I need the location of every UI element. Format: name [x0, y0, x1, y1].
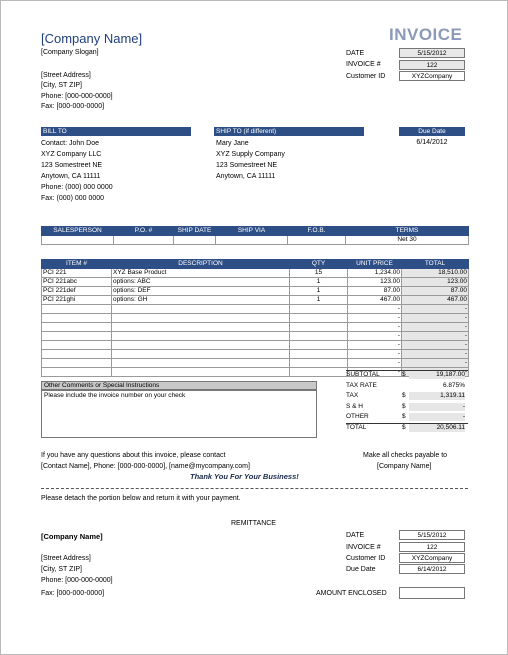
questions-line2: [Contact Name], Phone: [000-000-0000], [name@mycompany.com]: [41, 463, 250, 470]
description-cell[interactable]: [112, 305, 290, 314]
item-number-cell[interactable]: [42, 368, 112, 377]
ship-to-company: XYZ Supply Company: [216, 151, 285, 158]
totals-label: OTHER: [346, 413, 369, 420]
description-cell[interactable]: options: DEF: [112, 287, 290, 296]
total-cell: 87.00: [402, 287, 469, 296]
ship-to-city: Anytown, CA 11111: [216, 173, 276, 180]
remit-customer-value[interactable]: XYZCompany: [399, 553, 465, 563]
due-date-value: 6/14/2012: [416, 139, 448, 146]
remittance-city: [City, ST ZIP]: [41, 566, 82, 573]
unit-price-cell[interactable]: 87.00: [348, 287, 402, 296]
totals-value: -: [409, 413, 465, 421]
item-number-cell[interactable]: PCI 221ghi: [42, 296, 112, 305]
fob-cell[interactable]: [288, 236, 346, 245]
totals-value: 6.875%: [442, 382, 465, 389]
unit-price-cell[interactable]: -: [348, 314, 402, 323]
amount-enclosed-label: AMOUNT ENCLOSED: [316, 590, 387, 597]
totals-label: TOTAL: [346, 424, 367, 431]
remit-customer-label: Customer ID: [346, 555, 386, 562]
po-cell[interactable]: [114, 236, 174, 245]
qty-cell[interactable]: 1: [290, 278, 348, 287]
totals-currency: $: [402, 371, 406, 378]
item-number-cell[interactable]: PCI 221: [42, 269, 112, 278]
date-label: DATE: [346, 50, 365, 57]
table-row: [42, 341, 469, 350]
total-cell: -: [402, 341, 469, 350]
item-number-cell[interactable]: [42, 323, 112, 332]
description-cell[interactable]: [112, 314, 290, 323]
qty-cell[interactable]: [290, 359, 348, 368]
subtotal-rule: [346, 370, 468, 371]
unit-price-header: UNIT PRICE: [348, 260, 402, 269]
bill-to-header: BILL TO: [41, 127, 191, 136]
remittance-title: REMITTANCE: [231, 520, 276, 527]
table-row: [42, 332, 469, 341]
date-value[interactable]: 5/15/2012: [399, 48, 465, 58]
remit-due-value[interactable]: 6/14/2012: [399, 564, 465, 574]
bill-to-city: Anytown, CA 11111: [41, 173, 101, 180]
totals-currency: $: [402, 392, 406, 399]
checks-payable-line1: Make all checks payable to: [363, 452, 448, 459]
description-cell[interactable]: [112, 359, 290, 368]
table-row: [42, 278, 469, 287]
invoice-number-value[interactable]: 122: [399, 60, 465, 70]
bill-to-fax: Fax: (000) 000 0000: [41, 195, 105, 202]
company-name: [Company Name]: [41, 31, 143, 46]
table-row: [42, 269, 469, 278]
qty-cell[interactable]: [290, 323, 348, 332]
customer-id-value[interactable]: XYZCompany: [399, 71, 465, 81]
remittance-phone: Phone: [000-000-0000]: [41, 577, 113, 584]
remit-date-label: DATE: [346, 532, 365, 539]
company-phone: Phone: [000-000-0000]: [41, 93, 113, 100]
total-cell: 18,510.00: [402, 269, 469, 278]
questions-line1: If you have any questions about this invoice, please contact: [41, 452, 226, 459]
terms-cell[interactable]: Net 30: [346, 236, 469, 245]
total-cell: -: [402, 323, 469, 332]
item-number-cell[interactable]: [42, 305, 112, 314]
table-row: [42, 323, 469, 332]
item-number-cell[interactable]: PCI 221abc: [42, 278, 112, 287]
company-street: [Street Address]: [41, 72, 91, 79]
unit-price-cell[interactable]: 1,234.00: [348, 269, 402, 278]
amount-enclosed-field[interactable]: [399, 587, 465, 599]
due-date-header: Due Date: [399, 127, 465, 136]
bill-to-company: XYZ Company LLC: [41, 151, 102, 158]
total-rule: [346, 423, 468, 424]
totals-value: 19,187.00: [409, 371, 465, 379]
qty-cell[interactable]: [290, 314, 348, 323]
remittance-street: [Street Address]: [41, 555, 91, 562]
customer-id-label: Customer ID: [346, 73, 386, 80]
ship-date-cell[interactable]: [174, 236, 216, 245]
ship-to-header: SHIP TO (if different): [214, 127, 364, 136]
remit-due-label: Due Date: [346, 566, 376, 573]
item-number-header: ITEM #: [42, 260, 112, 269]
ship-to-street: 123 Somestreet NE: [216, 162, 278, 169]
unit-price-cell[interactable]: -: [348, 332, 402, 341]
totals-currency: $: [402, 413, 406, 420]
shipping-table: [41, 226, 469, 245]
qty-cell[interactable]: [290, 350, 348, 359]
totals-value: 20,506.11: [409, 424, 465, 432]
item-number-cell[interactable]: [42, 350, 112, 359]
table-row: [42, 359, 469, 368]
qty-cell[interactable]: [290, 305, 348, 314]
salesperson-cell[interactable]: [42, 236, 114, 245]
company-fax: Fax: [000-000-0000]: [41, 103, 105, 110]
total-cell: 123.00: [402, 278, 469, 287]
salesperson-header: SALESPERSON: [42, 227, 114, 236]
description-cell[interactable]: [112, 350, 290, 359]
totals-label: S & H: [346, 403, 363, 410]
totals-label: TAX: [346, 392, 359, 399]
description-cell[interactable]: [112, 368, 290, 377]
item-number-cell[interactable]: PCI 221def: [42, 287, 112, 296]
description-cell[interactable]: XYZ Base Product: [112, 269, 290, 278]
ship-via-cell[interactable]: [216, 236, 288, 245]
unit-price-cell[interactable]: -: [348, 350, 402, 359]
qty-header: QTY: [290, 260, 348, 269]
unit-price-cell[interactable]: 123.00: [348, 278, 402, 287]
bill-to-phone: Phone: (000) 000 0000: [41, 184, 113, 191]
remit-invoice-label: INVOICE #: [346, 544, 381, 551]
po-header: P.O. #: [114, 227, 174, 236]
company-slogan: [Company Slogan]: [41, 49, 99, 56]
qty-cell[interactable]: 1: [290, 287, 348, 296]
remit-date-value[interactable]: 5/15/2012: [399, 530, 465, 540]
ship-date-header: SHIP DATE: [174, 227, 216, 236]
remittance-company-name: [Company Name]: [41, 532, 103, 541]
invoice-title: INVOICE: [389, 25, 463, 44]
bill-to-street: 123 Somestreet NE: [41, 162, 103, 169]
detach-line: [41, 488, 468, 489]
item-number-cell[interactable]: [42, 332, 112, 341]
item-number-cell[interactable]: [42, 359, 112, 368]
description-cell[interactable]: options: GH: [112, 296, 290, 305]
ship-via-header: SHIP VIA: [216, 227, 288, 236]
description-header: DESCRIPTION: [112, 260, 290, 269]
comments-box[interactable]: Please include the invoice number on your check: [41, 390, 317, 438]
table-row: [42, 350, 469, 359]
unit-price-cell[interactable]: -: [348, 341, 402, 350]
qty-cell[interactable]: [290, 368, 348, 377]
total-cell: -: [402, 359, 469, 368]
totals-value: 1,319.11: [409, 392, 465, 400]
unit-price-cell[interactable]: -: [348, 368, 402, 377]
qty-cell[interactable]: [290, 332, 348, 341]
total-cell: -: [402, 305, 469, 314]
item-number-cell[interactable]: [42, 314, 112, 323]
total-cell: -: [402, 332, 469, 341]
total-cell: -: [402, 350, 469, 359]
total-header: TOTAL: [402, 260, 469, 269]
totals-currency: $: [402, 403, 406, 410]
total-cell: -: [402, 314, 469, 323]
unit-price-cell[interactable]: -: [348, 305, 402, 314]
fob-header: F.O.B.: [288, 227, 346, 236]
table-row: [42, 314, 469, 323]
totals-label: TAX RATE: [346, 382, 377, 389]
comments-header: Other Comments or Special Instructions: [41, 381, 317, 390]
table-row: [42, 305, 469, 314]
qty-cell[interactable]: 1: [290, 296, 348, 305]
unit-price-cell[interactable]: -: [348, 323, 402, 332]
table-row: [42, 296, 469, 305]
bill-to-contact: Contact: John Doe: [41, 140, 99, 147]
thank-you-text: Thank You For Your Business!: [190, 472, 299, 481]
checks-payable-line2: [Company Name]: [377, 463, 432, 470]
table-row: [42, 287, 469, 296]
company-city: [City, ST ZIP]: [41, 82, 82, 89]
remittance-fax: Fax: [000-000-0000]: [41, 590, 105, 597]
ship-to-name: Mary Jane: [216, 140, 249, 147]
totals-currency: $: [402, 424, 406, 431]
terms-header: TERMS: [346, 227, 469, 236]
description-cell[interactable]: [112, 341, 290, 350]
description-cell[interactable]: [112, 332, 290, 341]
items-table: [41, 259, 469, 377]
remit-invoice-value[interactable]: 122: [399, 542, 465, 552]
detach-instructions: Please detach the portion below and return it with your payment.: [41, 495, 241, 502]
description-cell[interactable]: options: ABC: [112, 278, 290, 287]
unit-price-cell[interactable]: -: [348, 359, 402, 368]
unit-price-cell[interactable]: 467.00: [348, 296, 402, 305]
total-cell: -: [402, 368, 469, 377]
qty-cell[interactable]: 15: [290, 269, 348, 278]
invoice-number-label: INVOICE #: [346, 61, 381, 68]
totals-value: -: [409, 403, 465, 411]
total-cell: 467.00: [402, 296, 469, 305]
qty-cell[interactable]: [290, 341, 348, 350]
description-cell[interactable]: [112, 323, 290, 332]
item-number-cell[interactable]: [42, 341, 112, 350]
totals-label: SUBTOTAL: [346, 371, 380, 378]
